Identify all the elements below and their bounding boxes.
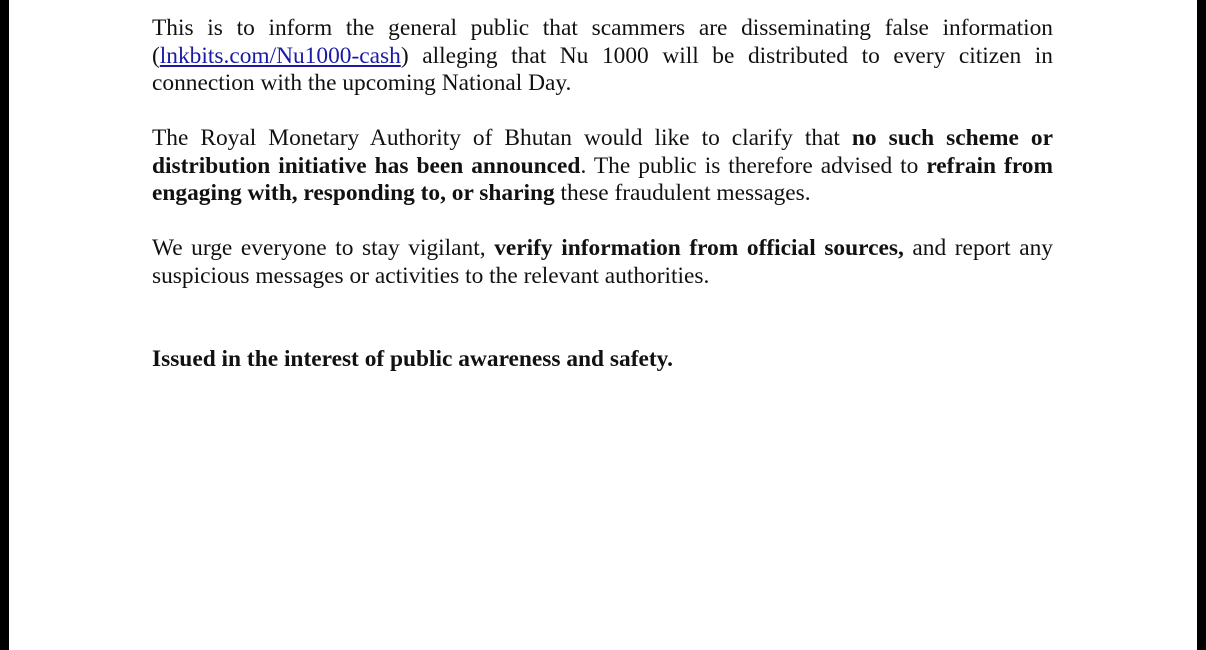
- paragraph2-text-3: these fraudulent messages.: [554, 180, 811, 206]
- paragraph3-text-1: We urge everyone to stay vigilant,: [152, 235, 495, 261]
- closing-statement-text: Issued in the interest of public awareness and safety.: [152, 345, 673, 372]
- paragraph-rma-clarification: [152, 125, 1053, 208]
- paragraph-scam-warning: [152, 15, 1053, 98]
- paragraph3-bold-1: verify information from official sources,: [494, 235, 904, 261]
- paragraph3-text-2: and report any suspicious messages or activities to the relevant authorities.: [152, 235, 1053, 289]
- paragraph-vigilance-advice: [152, 235, 1053, 290]
- paragraph2-bold-2: refrain from engaging with, responding to, or sharing: [152, 152, 1053, 206]
- closing-statement: [152, 346, 1053, 374]
- scam-link[interactable]: lnkbits.com/Nu1000-cash: [159, 42, 401, 69]
- paragraph2-text-2: . The public is therefore advised to: [580, 152, 927, 179]
- document-page: [9, 0, 1197, 650]
- notice-body: [152, 15, 1053, 373]
- paragraph2-bold-1: no such scheme or distribution initiative has been announced: [152, 125, 1053, 179]
- paragraph1-text-end: ) alleging that Nu 1000 will be distributed to every citizen in connection with the upcoming National Day.: [152, 42, 1053, 96]
- paragraph1-text-start: This is to inform the general public that scammers are disseminating false information (: [152, 15, 1053, 69]
- paragraph2-text-1: The Royal Monetary Authority of Bhutan would like to clarify that: [152, 125, 852, 151]
